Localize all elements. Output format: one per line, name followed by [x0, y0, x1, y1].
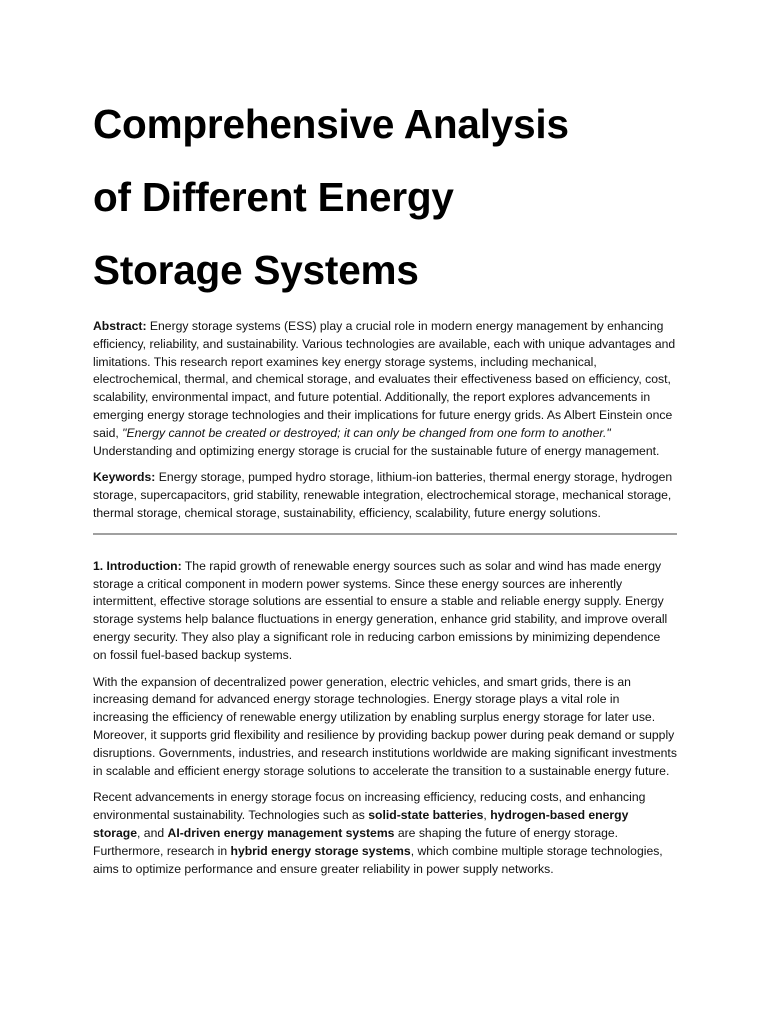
title-line: Comprehensive Analysis [93, 101, 569, 147]
p3-text-2: , [483, 808, 491, 823]
introduction-label: 1. Introduction: [93, 558, 182, 573]
body-paragraph-2: With the expansion of decentralized power generation, electric vehicles, and smart grids, there is an increasing demand for advanced energy storage technologies. Energy storage plays a vital role in increasing the efficiency of renewable energy utilization by enabling surplus energy storage for later use. Moreover, it supports grid flexibility and resilience by providing backup power during peak demand or supply disruptions. Governments, industries, and research institutions worldwide are making significant investments in scalable and efficient energy storage solutions to accelerate the transition to a sustainable energy future. [93, 674, 677, 778]
abstract-text: Energy storage systems (ESS) play a crucial role in modern energy management by enhancing efficiency, reliability, and sustainability. Various technologies are available, each with unique advantages and limitations. This research report examines key energy storage systems, including mechanical, electrochemical, thermal, and chemical storage, and evaluates their effectiveness based on efficiency, cost, scalability, environmental impact, and future potential. Additionally, the report explores advancements in emerging energy storage technologies and their implications for future energy grids. As Albert Einstein once said, [93, 319, 676, 440]
abstract-paragraph [93, 318, 677, 460]
document-page [93, 88, 677, 878]
p3-term-hydrogen: hydrogen-based energy storage [93, 808, 629, 840]
p3-term-ai-driven: AI-driven energy management systems [167, 825, 395, 840]
section-divider [93, 533, 677, 535]
keywords-text: Energy storage, pumped hydro storage, lithium-ion batteries, thermal energy storage, hydrogen storage, supercapacitors, grid stability, renewable integration, electrochemical storage, mechanical storage, thermal storage, chemical storage, sustainability, efficiency, scalability, future energy solutions. [93, 470, 673, 520]
p3-text-3: , and [137, 825, 168, 840]
p3-text-4: are shaping the future of energy storage. Furthermore, research in [93, 825, 619, 858]
introduction-paragraph [93, 558, 677, 665]
title-line: of Different Energy [93, 174, 454, 220]
abstract-text-end: Understanding and optimizing energy storage is crucial for the sustainable future of energy management. [93, 443, 660, 458]
p3-term-hybrid: hybrid energy storage systems [230, 843, 411, 858]
p3-text-5: , which combine multiple storage technologies, aims to optimize performance and ensure greater reliability in power supply networks. [93, 843, 663, 876]
einstein-quote: "Energy cannot be created or destroyed; it can only be changed from one form to another." [122, 425, 611, 440]
abstract-label: Abstract: [93, 319, 147, 333]
p3-term-solid-state: solid-state batteries [368, 808, 484, 823]
keywords-label: Keywords: [93, 470, 156, 485]
title-line: Storage Systems [93, 247, 419, 293]
keywords-paragraph [93, 469, 677, 522]
introduction-text: The rapid growth of renewable energy sources such as solar and wind has made energy storage a critical component in modern power systems. Since these energy sources are inherently intermittent, effective storage solutions are essential to ensure a stable and reliable energy supply. Energy storage systems help balance fluctuations in energy generation, enhance grid stability, and improve overall energy security. They also play a significant role in reducing carbon emissions by minimizing dependence on fossil fuel-based backup systems. [93, 558, 668, 662]
body-paragraph-3 [93, 789, 677, 878]
document-title [93, 88, 677, 307]
p3-text-1: Recent advancements in energy storage focus on increasing efficiency, reducing costs, and enhancing environmental sustainability. Technologies such as [93, 790, 646, 823]
